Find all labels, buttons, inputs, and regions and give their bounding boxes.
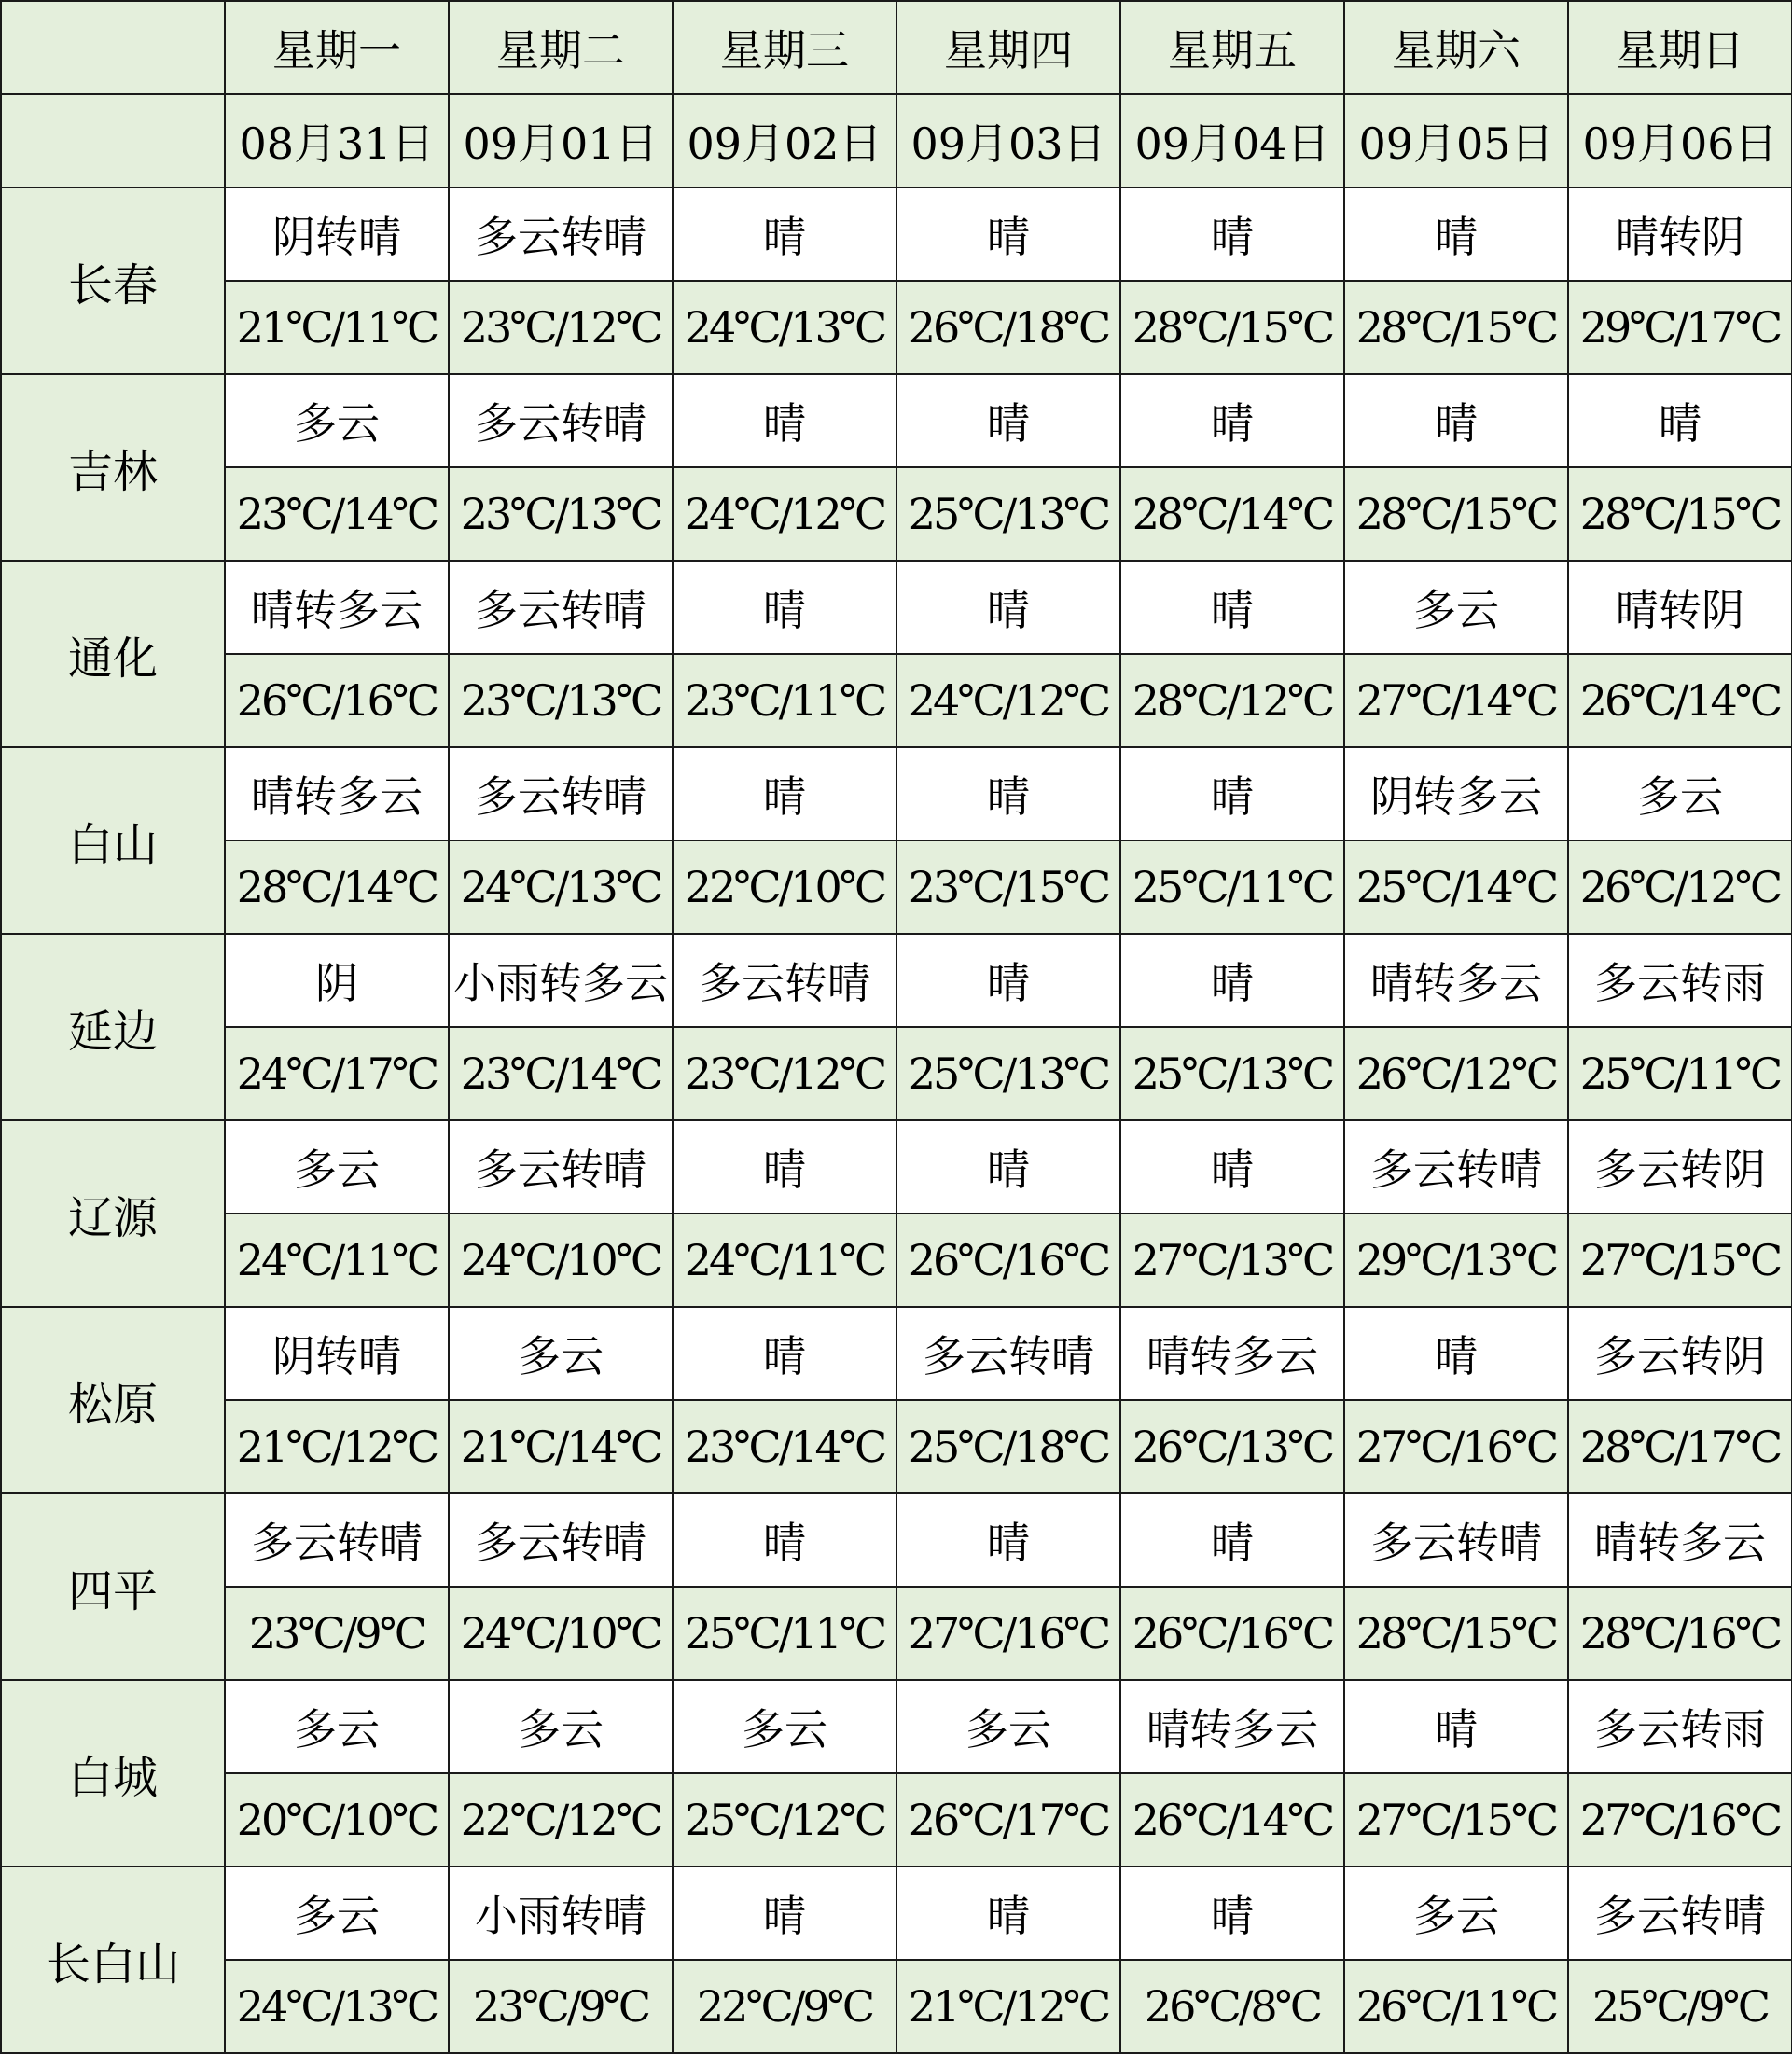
temperature-range: 22℃/10℃ — [673, 840, 896, 934]
weather-condition: 多云 — [225, 374, 449, 467]
weather-condition: 晴转多云 — [1120, 1680, 1344, 1773]
weather-condition: 多云转雨 — [1568, 1680, 1792, 1773]
temperature-range: 25℃/14℃ — [1344, 840, 1568, 934]
weather-condition: 多云转晴 — [1344, 1493, 1568, 1587]
weather-condition: 晴 — [1120, 1867, 1344, 1960]
temperature-range: 27℃/15℃ — [1344, 1773, 1568, 1867]
weather-condition: 晴 — [896, 561, 1120, 654]
temperature-range: 23℃/11℃ — [673, 654, 896, 747]
weather-row — [1, 1120, 1792, 1214]
weather-condition: 多云转晴 — [449, 1120, 673, 1214]
weather-condition: 阴 — [225, 934, 449, 1027]
weather-condition: 晴 — [896, 1120, 1120, 1214]
weather-condition: 晴 — [673, 561, 896, 654]
temperature-range: 23℃/9℃ — [449, 1960, 673, 2053]
temperature-range: 29℃/13℃ — [1344, 1214, 1568, 1307]
weather-condition: 阴转多云 — [1344, 747, 1568, 840]
temperature-row — [1, 1960, 1792, 2053]
temperature-range: 28℃/17℃ — [1568, 1400, 1792, 1493]
weather-condition: 多云 — [225, 1867, 449, 1960]
weather-condition: 晴 — [673, 374, 896, 467]
corner-cell — [1, 94, 225, 187]
city-name: 通化 — [1, 561, 225, 747]
temperature-range: 25℃/9℃ — [1568, 1960, 1792, 2053]
weather-condition: 晴 — [1120, 561, 1344, 654]
weather-condition: 晴 — [673, 187, 896, 281]
temperature-row — [1, 467, 1792, 561]
temperature-range: 24℃/13℃ — [449, 840, 673, 934]
temperature-range: 22℃/12℃ — [449, 1773, 673, 1867]
temperature-row — [1, 654, 1792, 747]
temperature-range: 26℃/16℃ — [896, 1214, 1120, 1307]
temperature-range: 26℃/13℃ — [1120, 1400, 1344, 1493]
temperature-range: 27℃/14℃ — [1344, 654, 1568, 747]
weather-row — [1, 1307, 1792, 1400]
date-header: 09月01日 — [449, 94, 673, 187]
weather-condition: 多云转晴 — [449, 1493, 673, 1587]
temperature-range: 24℃/13℃ — [673, 281, 896, 374]
temperature-range: 26℃/18℃ — [896, 281, 1120, 374]
temperature-range: 27℃/16℃ — [1568, 1773, 1792, 1867]
weather-condition: 晴 — [896, 747, 1120, 840]
city-name: 长白山 — [1, 1867, 225, 2053]
weather-condition: 多云转晴 — [1568, 1867, 1792, 1960]
weekday-header: 星期日 — [1568, 1, 1792, 94]
weather-condition: 多云 — [1568, 747, 1792, 840]
weather-condition: 晴 — [896, 1493, 1120, 1587]
weather-condition: 晴 — [673, 1867, 896, 1960]
temperature-range: 23℃/13℃ — [449, 467, 673, 561]
weather-row — [1, 1493, 1792, 1587]
temperature-range: 24℃/12℃ — [673, 467, 896, 561]
weather-condition: 多云转晴 — [225, 1493, 449, 1587]
date-header: 08月31日 — [225, 94, 449, 187]
date-header: 09月02日 — [673, 94, 896, 187]
weather-condition: 晴 — [896, 187, 1120, 281]
weather-condition: 多云转晴 — [673, 934, 896, 1027]
weekday-header: 星期五 — [1120, 1, 1344, 94]
weather-condition: 晴转阴 — [1568, 187, 1792, 281]
weekday-header-row — [1, 1, 1792, 94]
weather-condition: 多云转阴 — [1568, 1307, 1792, 1400]
weather-condition: 多云转晴 — [1344, 1120, 1568, 1214]
weather-condition: 多云 — [673, 1680, 896, 1773]
temperature-range: 26℃/14℃ — [1568, 654, 1792, 747]
temperature-range: 28℃/15℃ — [1120, 281, 1344, 374]
weather-condition: 晴 — [1120, 187, 1344, 281]
temperature-range: 23℃/14℃ — [673, 1400, 896, 1493]
temperature-range: 27℃/16℃ — [896, 1587, 1120, 1680]
weather-condition: 晴 — [673, 1120, 896, 1214]
weather-row — [1, 561, 1792, 654]
weather-condition: 小雨转多云 — [449, 934, 673, 1027]
weather-condition: 晴 — [1344, 374, 1568, 467]
weather-condition: 晴转多云 — [225, 747, 449, 840]
weather-condition: 晴 — [1120, 1493, 1344, 1587]
temperature-range: 28℃/16℃ — [1568, 1587, 1792, 1680]
temperature-range: 25℃/11℃ — [1568, 1027, 1792, 1120]
temperature-range: 26℃/14℃ — [1120, 1773, 1344, 1867]
temperature-range: 25℃/11℃ — [1120, 840, 1344, 934]
weather-condition: 晴 — [673, 1493, 896, 1587]
weather-condition: 晴 — [896, 374, 1120, 467]
temperature-range: 28℃/15℃ — [1344, 1587, 1568, 1680]
temperature-range: 26℃/16℃ — [225, 654, 449, 747]
temperature-range: 26℃/12℃ — [1568, 840, 1792, 934]
city-name: 白山 — [1, 747, 225, 934]
weather-condition: 阴转晴 — [225, 1307, 449, 1400]
temperature-range: 28℃/15℃ — [1568, 467, 1792, 561]
weather-condition: 多云转晴 — [449, 187, 673, 281]
temperature-range: 25℃/13℃ — [896, 1027, 1120, 1120]
temperature-range: 26℃/12℃ — [1344, 1027, 1568, 1120]
weather-row — [1, 1680, 1792, 1773]
weather-condition: 多云 — [1344, 561, 1568, 654]
weekday-header: 星期二 — [449, 1, 673, 94]
temperature-row — [1, 1214, 1792, 1307]
temperature-range: 24℃/17℃ — [225, 1027, 449, 1120]
temperature-range: 25℃/13℃ — [896, 467, 1120, 561]
weather-condition: 晴 — [896, 1867, 1120, 1960]
weather-condition: 多云 — [225, 1120, 449, 1214]
temperature-row — [1, 1400, 1792, 1493]
weather-condition: 晴 — [1120, 747, 1344, 840]
temperature-range: 24℃/12℃ — [896, 654, 1120, 747]
weather-row — [1, 934, 1792, 1027]
weather-condition: 晴 — [673, 747, 896, 840]
date-header: 09月03日 — [896, 94, 1120, 187]
temperature-range: 23℃/13℃ — [449, 654, 673, 747]
weather-row — [1, 374, 1792, 467]
date-header-row — [1, 94, 1792, 187]
weather-condition: 多云 — [225, 1680, 449, 1773]
temperature-range: 28℃/12℃ — [1120, 654, 1344, 747]
weather-condition: 晴 — [1344, 1680, 1568, 1773]
temperature-row — [1, 840, 1792, 934]
temperature-range: 23℃/12℃ — [673, 1027, 896, 1120]
weather-condition: 晴 — [896, 934, 1120, 1027]
temperature-range: 27℃/15℃ — [1568, 1214, 1792, 1307]
forecast-table-body — [1, 1, 1792, 2053]
city-name: 白城 — [1, 1680, 225, 1867]
weather-condition: 多云 — [896, 1680, 1120, 1773]
temperature-range: 23℃/14℃ — [225, 467, 449, 561]
temperature-row — [1, 1773, 1792, 1867]
temperature-range: 24℃/11℃ — [225, 1214, 449, 1307]
corner-cell — [1, 1, 225, 94]
city-name: 松原 — [1, 1307, 225, 1493]
weather-condition: 晴 — [1344, 1307, 1568, 1400]
temperature-range: 28℃/15℃ — [1344, 467, 1568, 561]
temperature-row — [1, 1027, 1792, 1120]
city-name: 辽源 — [1, 1120, 225, 1307]
temperature-range: 23℃/9℃ — [225, 1587, 449, 1680]
temperature-range: 24℃/10℃ — [449, 1587, 673, 1680]
date-header: 09月05日 — [1344, 94, 1568, 187]
city-name: 延边 — [1, 934, 225, 1120]
city-name: 长春 — [1, 187, 225, 374]
weather-condition: 晴 — [1120, 1120, 1344, 1214]
weather-row — [1, 747, 1792, 840]
temperature-range: 25℃/11℃ — [673, 1587, 896, 1680]
temperature-range: 29℃/17℃ — [1568, 281, 1792, 374]
temperature-range: 21℃/12℃ — [225, 1400, 449, 1493]
temperature-range: 25℃/18℃ — [896, 1400, 1120, 1493]
city-name: 四平 — [1, 1493, 225, 1680]
temperature-range: 21℃/14℃ — [449, 1400, 673, 1493]
weather-condition: 晴转多云 — [225, 561, 449, 654]
weather-row — [1, 1867, 1792, 1960]
weather-condition: 多云转晴 — [449, 561, 673, 654]
weekday-header: 星期四 — [896, 1, 1120, 94]
weather-condition: 晴 — [673, 1307, 896, 1400]
date-header: 09月06日 — [1568, 94, 1792, 187]
weekday-header: 星期六 — [1344, 1, 1568, 94]
date-header: 09月04日 — [1120, 94, 1344, 187]
weather-condition: 晴 — [1344, 187, 1568, 281]
city-name: 吉林 — [1, 374, 225, 561]
weather-condition: 多云转雨 — [1568, 934, 1792, 1027]
temperature-range: 21℃/12℃ — [896, 1960, 1120, 2053]
temperature-range: 26℃/11℃ — [1344, 1960, 1568, 2053]
weather-condition: 多云转晴 — [449, 374, 673, 467]
weather-condition: 阴转晴 — [225, 187, 449, 281]
temperature-range: 27℃/16℃ — [1344, 1400, 1568, 1493]
weather-condition: 晴转多云 — [1344, 934, 1568, 1027]
weather-condition: 多云 — [1344, 1867, 1568, 1960]
temperature-range: 23℃/14℃ — [449, 1027, 673, 1120]
temperature-range: 28℃/14℃ — [1120, 467, 1344, 561]
temperature-row — [1, 1587, 1792, 1680]
temperature-range: 20℃/10℃ — [225, 1773, 449, 1867]
weather-condition: 多云转晴 — [896, 1307, 1120, 1400]
temperature-range: 26℃/8℃ — [1120, 1960, 1344, 2053]
temperature-range: 23℃/15℃ — [896, 840, 1120, 934]
weather-condition: 晴转阴 — [1568, 561, 1792, 654]
temperature-range: 23℃/12℃ — [449, 281, 673, 374]
temperature-range: 26℃/17℃ — [896, 1773, 1120, 1867]
weather-condition: 小雨转晴 — [449, 1867, 673, 1960]
weather-condition: 多云转阴 — [1568, 1120, 1792, 1214]
temperature-row — [1, 281, 1792, 374]
temperature-range: 28℃/15℃ — [1344, 281, 1568, 374]
temperature-range: 26℃/16℃ — [1120, 1587, 1344, 1680]
temperature-range: 28℃/14℃ — [225, 840, 449, 934]
weather-condition: 晴转多云 — [1568, 1493, 1792, 1587]
weekday-header: 星期三 — [673, 1, 896, 94]
weekday-header: 星期一 — [225, 1, 449, 94]
temperature-range: 25℃/12℃ — [673, 1773, 896, 1867]
temperature-range: 21℃/11℃ — [225, 281, 449, 374]
temperature-range: 24℃/13℃ — [225, 1960, 449, 2053]
weather-condition: 晴 — [1568, 374, 1792, 467]
weather-condition: 晴转多云 — [1120, 1307, 1344, 1400]
temperature-range: 22℃/9℃ — [673, 1960, 896, 2053]
weather-condition: 晴 — [1120, 934, 1344, 1027]
weather-condition: 多云 — [449, 1307, 673, 1400]
temperature-range: 25℃/13℃ — [1120, 1027, 1344, 1120]
weather-condition: 多云 — [449, 1680, 673, 1773]
temperature-range: 27℃/13℃ — [1120, 1214, 1344, 1307]
weather-condition: 多云转晴 — [449, 747, 673, 840]
weather-row — [1, 187, 1792, 281]
temperature-range: 24℃/10℃ — [449, 1214, 673, 1307]
weather-condition: 晴 — [1120, 374, 1344, 467]
temperature-range: 24℃/11℃ — [673, 1214, 896, 1307]
